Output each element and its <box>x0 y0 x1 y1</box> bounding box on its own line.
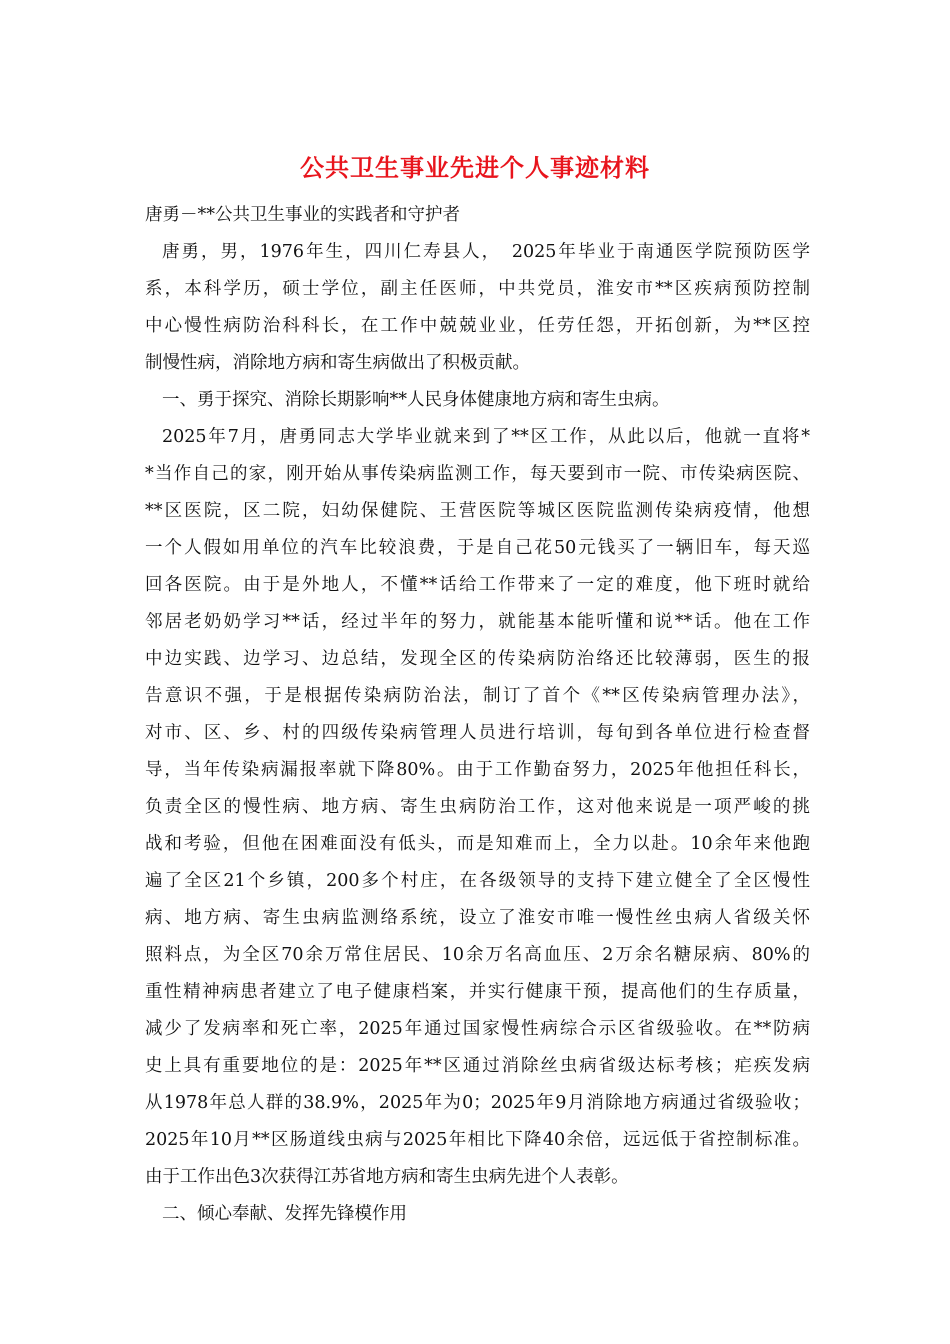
text-line: 一、勇于探究、消除长期影响**人民身体健康地方病和寄生虫病。 <box>162 390 670 410</box>
text-line: 从1978年总人群的38.9%，2025年为0；2025年9月消除地方病通过省级验收； <box>145 1093 810 1113</box>
text-line: 照料点，为全区70余万常住居民、10余万名高血压、2万余名糖尿病、80%的 <box>145 945 810 965</box>
document-title: 公共卫生事业先进个人事迹材料 <box>300 153 650 182</box>
text-line: 二、倾心奉献、发挥先锋模作用 <box>162 1204 407 1224</box>
text-line: 唐勇－**公共卫生事业的实践者和守护者 <box>145 205 460 225</box>
text-line: 唐勇，男，1976年生，四川仁寿县人， 2025年毕业于南通医学院预防医学 <box>162 242 810 262</box>
text-line: 病、地方病、寄生虫病监测络系统，设立了淮安市唯一慢性丝虫病人省级关怀 <box>145 908 810 928</box>
text-line: 中心慢性病防治科科长，在工作中兢兢业业，任劳任怨，开拓创新，为**区控 <box>145 316 810 336</box>
text-line: 2025年10月**区肠道线虫病与2025年相比下降40余倍，远远低于省控制标准。 <box>145 1130 810 1150</box>
document-body <box>145 197 810 1233</box>
text-line: 由于工作出色3次获得江苏省地方病和寄生虫病先进个人表彰。 <box>145 1167 629 1187</box>
text-line: 对市、区、乡、村的四级传染病管理人员进行培训，每旬到各单位进行检查督 <box>145 723 810 743</box>
text-line: 中边实践、边学习、边总结，发现全区的传染病防治络还比较薄弱，医生的报 <box>145 649 810 669</box>
text-line: 制慢性病，消除地方病和寄生病做出了积极贡献。 <box>145 353 530 373</box>
text-line: **区医院，区二院，妇幼保健院、王营医院等城区医院监测传染病疫情，他想 <box>145 501 810 521</box>
text-line: 导，当年传染病漏报率就下降80%。由于工作勤奋努力，2025年他担任科长， <box>145 760 810 780</box>
text-line: 回各医院。由于是外地人，不懂**话给工作带来了一定的难度，他下班时就给 <box>145 575 810 595</box>
text-line: *当作自己的家，刚开始从事传染病监测工作，每天要到市一院、市传染病医院、 <box>145 464 810 484</box>
text-line: 负责全区的慢性病、地方病、寄生虫病防治工作，这对他来说是一项严峻的挑 <box>145 797 810 817</box>
text-line: 战和考验，但他在困难面没有低头，而是知难而上，全力以赴。10余年来他跑 <box>145 834 810 854</box>
text-line: 重性精神病患者建立了电子健康档案，并实行健康干预，提高他们的生存质量， <box>145 982 810 1002</box>
text-line: 史上具有重要地位的是：2025年**区通过消除丝虫病省级达标考核；疟疾发病 <box>145 1056 810 1076</box>
text-line: 减少了发病率和死亡率，2025年通过国家慢性病综合示区省级验收。在**防病 <box>145 1019 810 1039</box>
text-line: 系，本科学历，硕士学位，副主任医师，中共党员，淮安市**区疾病预防控制 <box>145 279 810 299</box>
text-line: 遍了全区21个乡镇，200多个村庄，在各级领导的支持下建立健全了全区慢性 <box>145 871 810 891</box>
text-line: 邻居老奶奶学习**话，经过半年的努力，就能基本能听懂和说**话。他在工作 <box>145 612 810 632</box>
text-line: 告意识不强，于是根据传染病防治法，制订了首个《**区传染病管理办法》， <box>145 686 810 706</box>
text-line: 2025年7月，唐勇同志大学毕业就来到了**区工作，从此以后，他就一直将* <box>162 427 810 447</box>
text-line: 一个人假如用单位的汽车比较浪费，于是自己花50元钱买了一辆旧车，每天巡 <box>145 538 810 558</box>
